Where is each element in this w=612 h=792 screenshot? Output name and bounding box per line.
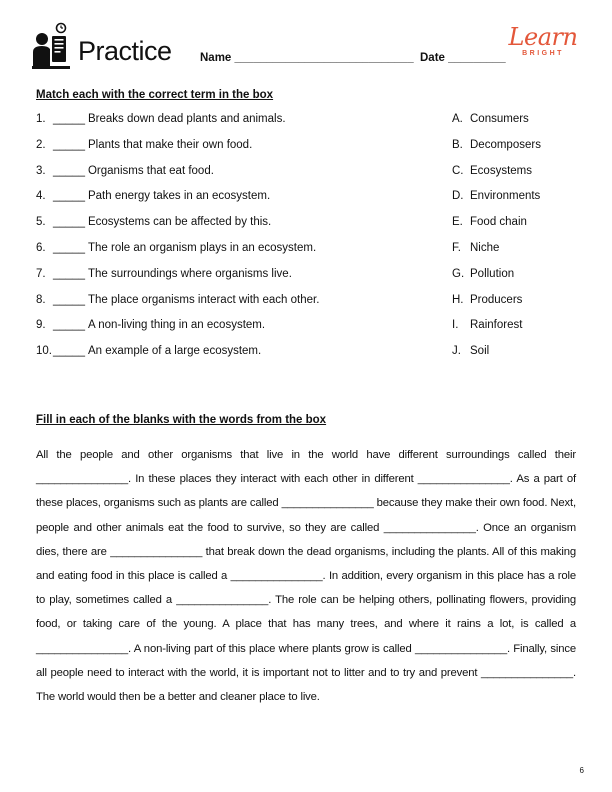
- question-row: [36, 294, 356, 320]
- question-number: 3.: [36, 164, 46, 177]
- term-row: [452, 319, 582, 345]
- answer-blank: _____: [53, 164, 85, 177]
- question-number: 9.: [36, 319, 46, 332]
- term-box: [452, 113, 582, 371]
- term-letter: G.: [452, 267, 465, 280]
- question-text: The surroundings where organisms live.: [87, 267, 292, 280]
- question-text: Organisms that eat food.: [87, 164, 214, 177]
- question-text: Ecosystems can be affected by this.: [87, 216, 272, 229]
- question-row: [36, 113, 356, 139]
- question-row: [36, 319, 356, 345]
- term-text: Decomposers: [470, 138, 541, 151]
- page-title: Practice: [78, 36, 172, 66]
- brand-main: Learn: [508, 23, 578, 51]
- term-text: Ecosystems: [470, 164, 532, 177]
- term-text: Rainforest: [470, 319, 523, 332]
- term-letter: F.: [452, 241, 461, 254]
- learn-bright-logo: [508, 24, 578, 64]
- question-number: 8.: [36, 293, 46, 306]
- question-number: 7.: [36, 267, 46, 280]
- fill-in-paragraph: All the people and other organisms that live in the world have different surroundings called their _______________. In these places they interact with each other in different _______________. As a part of these places, organisms such as plants are called _______________ because they make their own food. Next, people and other animals eat the food to survive, so they are called _______________. Once an organism dies, there are _______________ that break down the dead organisms, including the plants. All of this making and eating food in this place is called a _______________. In addition, every organism in this place has a role to play, sometimes called a _______________. The role can be helping others, pollinating flowers, providing food, or taking care of the young. A place that has many trees, and where it rains a lot, is called a _______________. A non-living part of this place where plants grow is called _______________. Finally, since all people need to interact with the world, it is important not to litter and to try and prevent _______________. The world would then be a better and cleaner place to live.: [36, 449, 576, 704]
- term-text: Environments: [470, 190, 541, 203]
- question-row: [36, 268, 356, 294]
- term-letter: J.: [452, 345, 461, 358]
- page-header: [30, 18, 582, 78]
- question-row: [36, 139, 356, 165]
- term-text: Soil: [470, 345, 490, 358]
- question-number: 4.: [36, 190, 46, 203]
- fill-in-section-title: Fill in each of the blanks with the words from the box: [36, 414, 327, 426]
- answer-blank: _____: [53, 190, 85, 203]
- question-number: 5.: [36, 216, 46, 229]
- term-row: [452, 139, 582, 165]
- question-text: The role an organism plays in an ecosystem.: [87, 241, 317, 254]
- term-letter: H.: [452, 293, 464, 306]
- question-number: 2.: [36, 138, 46, 151]
- term-text: Food chain: [470, 216, 527, 229]
- student-desk-icon: [32, 22, 72, 70]
- term-text: Consumers: [470, 113, 529, 125]
- brand-sub: BRIGHT: [522, 50, 564, 57]
- question-row: [36, 345, 356, 371]
- question-row: [36, 190, 356, 216]
- page-number: 6: [579, 766, 584, 775]
- term-text: Niche: [470, 241, 500, 254]
- question-text: A non-living thing in an ecosystem.: [87, 319, 266, 332]
- name-date-line: Name ____________________________ Date _________: [200, 52, 506, 64]
- term-row: [452, 242, 582, 268]
- question-row: [36, 216, 356, 242]
- matching-section-title: Match each with the correct term in the box: [36, 89, 274, 101]
- answer-blank: _____: [53, 319, 85, 332]
- question-row: [36, 242, 356, 268]
- term-letter: E.: [452, 216, 463, 229]
- answer-blank: _____: [53, 345, 85, 358]
- term-row: [452, 216, 582, 242]
- answer-blank: _____: [53, 267, 85, 280]
- term-letter: B.: [452, 138, 463, 151]
- answer-blank: _____: [53, 113, 85, 125]
- question-text: Path energy takes in an ecosystem.: [87, 190, 271, 203]
- question-list: [36, 113, 356, 371]
- term-text: Pollution: [470, 267, 515, 280]
- term-row: [452, 113, 582, 139]
- term-text: Producers: [470, 293, 523, 306]
- answer-blank: _____: [53, 138, 85, 151]
- answer-blank: _____: [53, 216, 85, 229]
- question-row: [36, 165, 356, 191]
- term-row: [452, 268, 582, 294]
- answer-blank: _____: [53, 241, 85, 254]
- question-text: Breaks down dead plants and animals.: [87, 113, 286, 125]
- question-number: 6.: [36, 241, 46, 254]
- term-letter: C.: [452, 164, 464, 177]
- term-letter: A.: [452, 113, 463, 125]
- term-row: [452, 190, 582, 216]
- term-row: [452, 294, 582, 320]
- answer-blank: _____: [53, 293, 85, 306]
- term-letter: D.: [452, 190, 464, 203]
- question-number: 10.: [36, 345, 52, 358]
- term-row: [452, 165, 582, 191]
- question-text: The place organisms interact with each other.: [87, 293, 320, 306]
- question-text: An example of a large ecosystem.: [87, 345, 262, 358]
- question-text: Plants that make their own food.: [87, 138, 253, 151]
- question-number: 1.: [36, 113, 46, 125]
- term-row: [452, 345, 582, 371]
- term-letter: I.: [452, 319, 459, 332]
